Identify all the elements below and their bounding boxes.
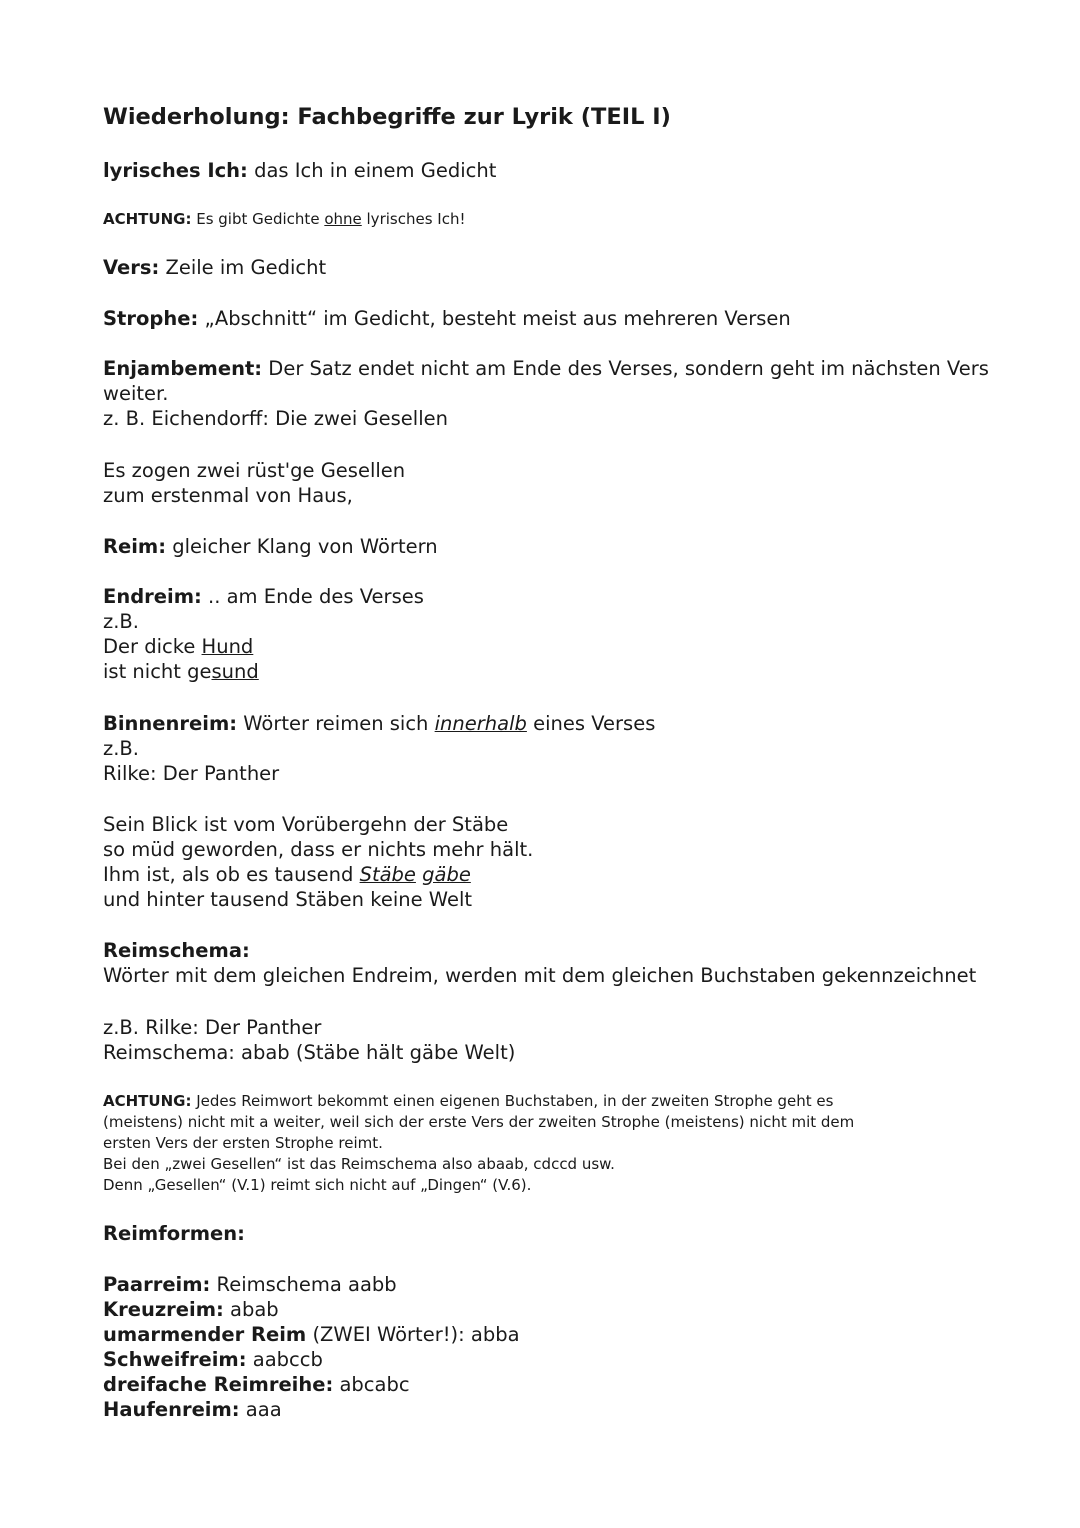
page-title: Wiederholung: Fachbegriffe zur Lyrik (TEIL I) — [103, 104, 671, 130]
rhyme-word: Stäbe — [359, 863, 416, 886]
term-label: Haufenreim: — [103, 1398, 240, 1421]
term-strophe — [103, 306, 791, 331]
list-item — [103, 1347, 520, 1372]
term-binnenreim — [103, 711, 655, 786]
term-label: Enjambement: — [103, 357, 263, 380]
poem-line: so müd geworden, dass er nichts mehr hält. — [103, 838, 534, 861]
example-source: z.B. Rilke: Der Panther — [103, 1016, 322, 1039]
note-text: Bei den „zwei Gesellen“ ist das Reimschema also abaab, cdccd usw. — [103, 1155, 615, 1173]
term-definition-cont: weiter. — [103, 382, 169, 405]
list-item — [103, 1297, 520, 1322]
note-text: Denn „Gesellen“ (V.1) reimt sich nicht auf „Dingen“ (V.6). — [103, 1176, 532, 1194]
rhyme-word: sund — [211, 660, 259, 683]
term-label: Reim: — [103, 535, 167, 558]
note-text: Jedes Reimwort bekommt einen eigenen Buchstaben, in der zweiten Strophe geht es — [191, 1092, 834, 1110]
example-scheme: Reimschema: abab (Stäbe hält gäbe Welt) — [103, 1041, 516, 1064]
term-label: Reimschema: — [103, 939, 250, 962]
term-label: Paarreim: — [103, 1273, 211, 1296]
term-definition: „Abschnitt“ im Gedicht, besteht meist aus mehreren Versen — [198, 307, 791, 330]
example-source: Rilke: Der Panther — [103, 762, 280, 785]
term-enjambement — [103, 356, 989, 431]
list-item — [103, 1372, 520, 1397]
term-lyrisches-ich — [103, 158, 496, 183]
note-text: ersten Vers der ersten Strophe reimt. — [103, 1134, 383, 1152]
term-definition: abab — [223, 1298, 279, 1321]
term-label: Schweifreim: — [103, 1348, 247, 1371]
term-definition: das Ich in einem Gedicht — [247, 159, 497, 182]
term-label: Endreim: — [103, 585, 202, 608]
term-reim — [103, 534, 438, 559]
term-definition: Der Satz endet nicht am Ende des Verses, sondern geht im nächsten Vers — [262, 357, 989, 380]
example-marker: z.B. — [103, 610, 140, 633]
achtung-label: ACHTUNG: — [103, 210, 192, 228]
term-label: Strophe: — [103, 307, 199, 330]
term-label: dreifache Reimreihe: — [103, 1373, 334, 1396]
reimformen-list — [103, 1272, 520, 1422]
poem-line: und hinter tausend Stäben keine Welt — [103, 888, 473, 911]
rhyme-word: Hund — [201, 635, 254, 658]
term-vers — [103, 255, 326, 280]
achtung-note-1 — [103, 209, 465, 230]
term-definition: aabccb — [246, 1348, 323, 1371]
emphasized-word: innerhalb — [434, 712, 527, 735]
term-reimschema — [103, 938, 976, 988]
poem-excerpt-panther — [103, 812, 533, 912]
list-item — [103, 1397, 520, 1422]
term-label: umarmender Reim — [103, 1323, 307, 1346]
term-label: Kreuzreim: — [103, 1298, 224, 1321]
poem-line: zum erstenmal von Haus, — [103, 484, 353, 507]
reimschema-example — [103, 1015, 515, 1065]
term-definition: Wörter mit dem gleichen Endreim, werden mit dem gleichen Buchstaben gekennzeichnet — [103, 964, 977, 987]
poem-line — [103, 659, 424, 684]
term-label: Vers: — [103, 256, 160, 279]
poem-line: Sein Blick ist vom Vorübergehn der Stäbe — [103, 813, 509, 836]
term-label: Binnenreim: — [103, 712, 238, 735]
note-text: lyrisches Ich! — [361, 210, 466, 228]
line-text: ist nicht ge — [103, 660, 212, 683]
term-definition: Zeile im Gedicht — [159, 256, 327, 279]
term-definition: Wörter reimen sich — [237, 712, 435, 735]
list-item — [103, 1272, 520, 1297]
line-text: Der dicke — [103, 635, 202, 658]
line-text: Ihm ist, als ob es tausend — [103, 863, 360, 886]
example-source: z. B. Eichendorff: Die zwei Gesellen — [103, 407, 448, 430]
achtung-note-2 — [103, 1091, 854, 1196]
term-label: lyrisches Ich: — [103, 159, 248, 182]
underlined-word: ohne — [324, 210, 362, 228]
term-definition: Reimschema aabb — [210, 1273, 397, 1296]
term-definition: aaa — [239, 1398, 282, 1421]
poem-line — [103, 634, 424, 659]
term-endreim — [103, 584, 424, 684]
section-heading-reimformen: Reimformen: — [103, 1222, 245, 1245]
example-marker: z.B. — [103, 737, 140, 760]
term-definition: eines Verses — [526, 712, 656, 735]
note-text: Es gibt Gedichte — [191, 210, 325, 228]
poem-excerpt-eichendorff — [103, 458, 405, 508]
list-item — [103, 1322, 520, 1347]
achtung-label: ACHTUNG: — [103, 1092, 192, 1110]
rhyme-word: gäbe — [422, 863, 471, 886]
poem-line — [103, 862, 533, 887]
term-definition: abcabc — [333, 1373, 410, 1396]
poem-line: Es zogen zwei rüst'ge Gesellen — [103, 459, 406, 482]
note-text: (meistens) nicht mit a weiter, weil sich der erste Vers der zweiten Strophe (meistens) nicht mit dem — [103, 1113, 855, 1131]
term-definition: (ZWEI Wörter!): abba — [306, 1323, 520, 1346]
term-definition: .. am Ende des Verses — [201, 585, 424, 608]
term-definition: gleicher Klang von Wörtern — [166, 535, 438, 558]
